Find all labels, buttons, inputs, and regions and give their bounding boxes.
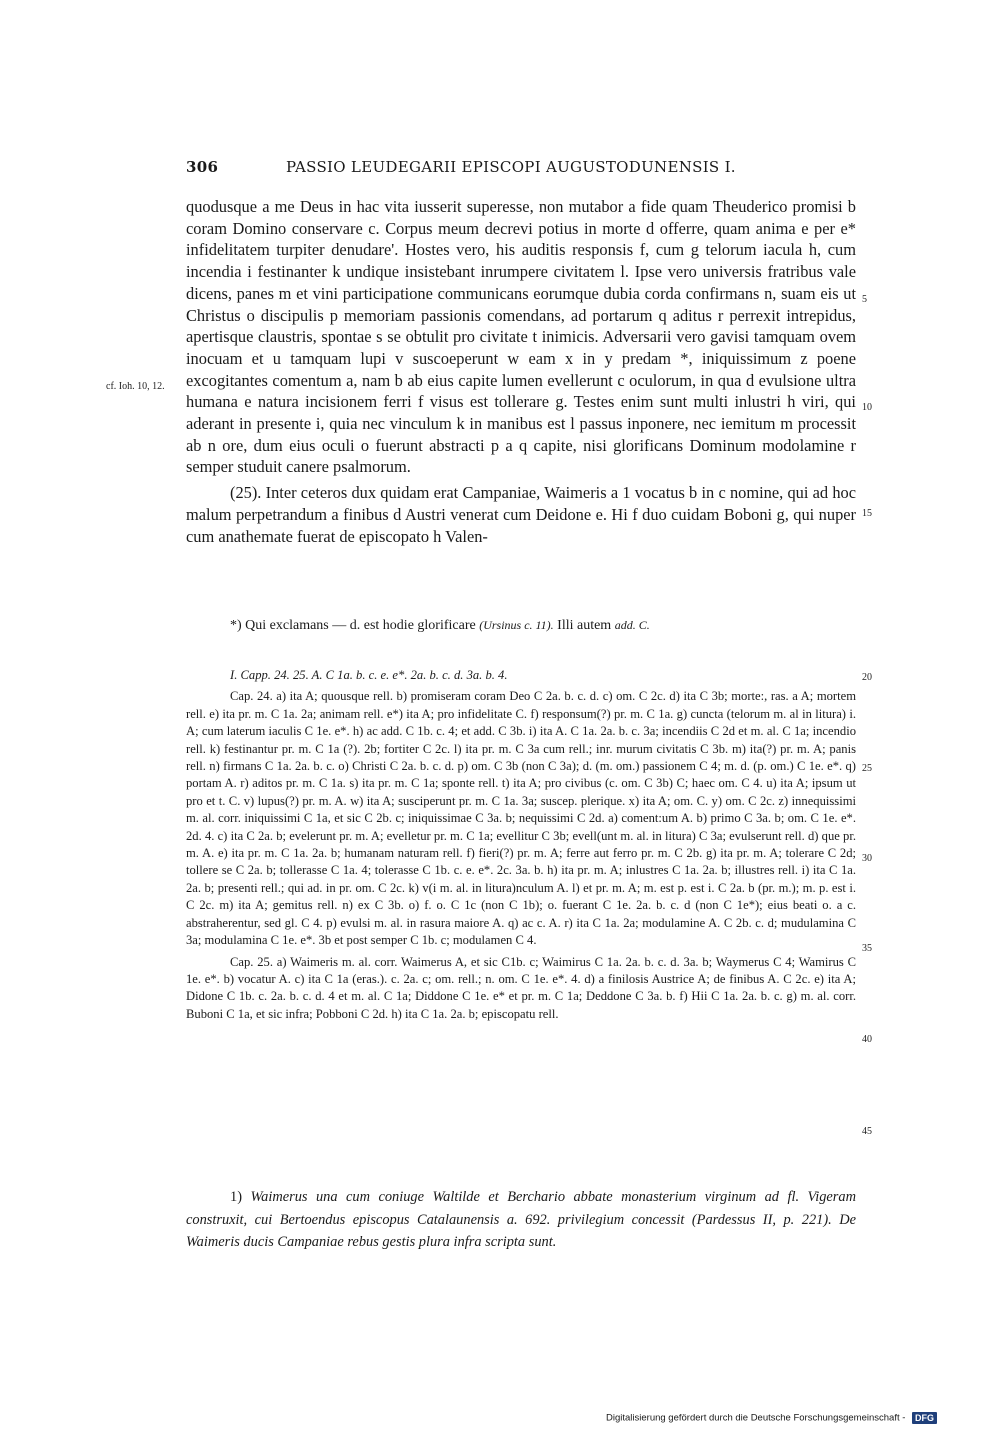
footnote-text: Waimerus una cum coniuge Waltilde et Berchario abbate monasterium virginum ad fl. Vigeram construxit, cui Bertoendus episcopus Catalaunensis a. 692. privilegium concessit (Pardessus II, p. 221). De Waimeris ducis Campaniae rebus gestis plura infra scripta sunt.	[186, 1189, 856, 1250]
line-number: 45	[862, 1126, 872, 1137]
credit-text: Digitalisierung gefördert durch die Deutsche Forschungsgemeinschaft -	[606, 1412, 906, 1424]
line-number: 5	[862, 294, 867, 305]
critical-apparatus	[186, 667, 856, 1023]
asterisk-note-source: (Ursinus c. 11).	[479, 618, 554, 632]
footnote-1	[186, 1186, 856, 1254]
digitization-credit	[606, 1412, 996, 1424]
running-title: PASSIO LEUDEGARII EPISCOPI AUGUSTODUNENSIS I.	[286, 158, 736, 176]
paragraph-24: quodusque a me Deus in hac vita iusserit superesse, non mutabor a fide quam Theuderico promisi b coram Domino conservare c. Corpus meum decrevi potius in morte d offerre, quam anima e per e* infidelitatem turpiter denudare'. Hostes vero, his auditis responsis f, cum g telorum iacula h, cum incendia i festinanter k undique insistebant inrumpere civitatem l. Ipse vero universis fratribus vale dicens, panes m et vini participatione communicans eorumque dubia corda confirmans n, suam eis ut Christus o discipulis p memoriam passionis comendans, ad portarum q aditus r perrexit intrepidus, apertisque claustris, spontae s se obtulit pro civitate t inimicis. Adversarii vero gavisi tamquam ovem inocuam et u tamquam lupi v suscoeperunt w eam x in y predam *, iniquissimum z poene excogitantes comentum a, nam b ab eius capite lumen evellerunt c oculorum, in qua d evulsione ultra humana e natura incisionem ferri f visus est tollerare g. Testes enim sunt multi inlustri h viri, qui aderant in presente i, quia nec vinculum k in manibus est l passus inponere, nec iemitum m processit ab n ore, dum eius oculi o fuerunt abstracti p a q capite, nisi glorificans Dominum modolamine r semper studuit canere psalmorum.	[186, 197, 856, 477]
line-number: 35	[862, 943, 872, 954]
apparatus-sigla: I. Capp. 24. 25. A. C 1a. b. c. e. e*. 2a. b. c. d. 3a. b. 4.	[230, 668, 508, 682]
line-number: 20	[862, 672, 872, 683]
line-number: 40	[862, 1034, 872, 1045]
footnote-mark: 1)	[230, 1189, 242, 1205]
line-number: 15	[862, 508, 872, 519]
asterisk-mark: *)	[230, 618, 242, 633]
line-number: 30	[862, 853, 872, 864]
apparatus-cap-24: Cap. 24. a) ita A; quousque rell. b) promiseram coram Deo C 2a. b. c. d. c) om. C 2c. d) ita C 3b; morte:, ras. a A; mortem rell. e) ita pr. m. C 1a. 2a; animam rell. e*) ita A; pro infidelitate C. f) responsum(?) pr. m. C 1a. g) cuncta (telorum m. al in litura) i. A; cum laterum iaculis C 1e. e*. h) ac add. C 1b. c. 4; et add. C 3b. i) ita A. C 1a. 2a. b. c. 3a; incendiis C 2d et m. al. C 1a; incendio rell. k) festinantur pr. m. C 1a (?). 2b; fortiter C 2c. l) ita pr. m. C 3a cum rell.; inr. murum civitatis C 3b. m) ita(?) pr. m. A; panis rell. n) firmans C 1a. 2a. b. c. o) Christi C 2a. b. c. d. p) om. C 3b (non C 3a); d. (m. om.) passionem C 4; m. d. (p. om.) C 1e. e*. q) portam A. r) aditos pr. m. C 1a. s) ita pr. m. C 1a; sponte rell. t) ita A; pro civibus (c. om. C 3b) C; haec om. C 4. u) ita A; ipsum ut pro et t. C. v) lupus(?) pr. m. A. w) ita A; susciperunt pr. m. C 1a. 3a; suscep. plerique. x) ita A; om. C. y) om. C 2c. z) innequissimi m. al. corr. iniquissimi C 1a, et sic C 2b. c; iniquissimae C 3a. b; nequissimi C 2d. a) coment:um A. b) primo C 3a. b; om. C 1e. e*. 2d. 4. c) ita C 2a. b; evelerunt pr. m. A; evelletur pr. m. C 1a; evellitur C 3b; evell(unt m. al. in litura) C 3a; evulserunt rell. d) que pr. m. A. e) ita pr. m. C 1a. 2a. b; humanam naturam rell. f) fieri(?) pr. m. A; ferre aut ferro pr. m. C 2b. g) ita pr. m. A; tolerare C 2d; tollere se C 2a. b; tollerasse C 1a. 4; tolerasse C 1b. c. e. e*. 2c. 3a. b. h) ita pr. m. A; inlustres C 1a. 2a. b; illustres rell. i) ita C 1a. 2a. b; presenti rell.; qui ad. in pr. om. C 2c. k) v(i m. al. in litura)nculum A. l) et pr. m. A; m. est p. est i. C 2a. b (pr. m.); m. p. est i. C 2c. m) ita A; gemitus rell. n) ex C 3b. o) f. o. C 1c (non C 1b); o. fuerant C 1e. 2a. b. c. d (non C 1e*); eius beati o. a c. abstraherentur, sed gl. C 4. p) evulsi m. al. in rasura maiore A. q) ac c. A. r) ita C 1a. 2a; modulamine A. C 2b. c. d; mudulamina C 3a; modulamina C 1e. e*. 3b et post semper C 1b. c; modulamen C 4.	[186, 689, 856, 948]
asterisk-note-text: Qui exclamans — d. est hodie glorificare	[245, 618, 476, 633]
paragraph-25: (25). Inter ceteros dux quidam erat Campaniae, Waimeris a 1 vocatus b in c nomine, qui ad hoc malum perpetrandum a finibus d Austri venerat cum Deidone e. Hi f duo cuidam Boboni g, qui nuper cum anathemate fuerat de episcopato h Valen-	[186, 483, 856, 546]
line-number: 25	[862, 763, 872, 774]
page-number: 306	[186, 158, 219, 176]
dfg-logo-icon: DFG	[912, 1412, 937, 1424]
line-number: 10	[862, 402, 872, 413]
asterisk-note-tail: Illi autem	[557, 618, 612, 633]
asterisk-note	[230, 618, 860, 634]
margin-sidenote: cf. Ioh. 10, 12.	[106, 381, 165, 392]
asterisk-note-add: add. C.	[614, 618, 650, 632]
apparatus-cap-25: Cap. 25. a) Waimeris m. al. corr. Waimerus A, et sic C1b. c; Waimirus C 1a. 2a. b. c. d. 3a. b; Waymerus C 4; Wamirus C 1e. e*. b) vocatur A. c) ita C 1a (eras.). c. 2a. c; om. rell.; n. om. C 1e. e*. 4. d) a finilosis Austrice A; de finibus A. C 2c. e) ita A; Didone C 1b. c. 2a. b. c. d. 4 et m. al. C 1a; Diddone C 1e. e* et pr. m. C 1a; Deddone C 3a. b. f) Hii C 1a. 2a. b. c. g) m. al. corr. Buboni C 1a, et sic infra; Pobboni C 2d. h) ita C 1a. 2a. b; episcopatu rell.	[186, 954, 856, 1021]
main-text	[186, 196, 856, 547]
